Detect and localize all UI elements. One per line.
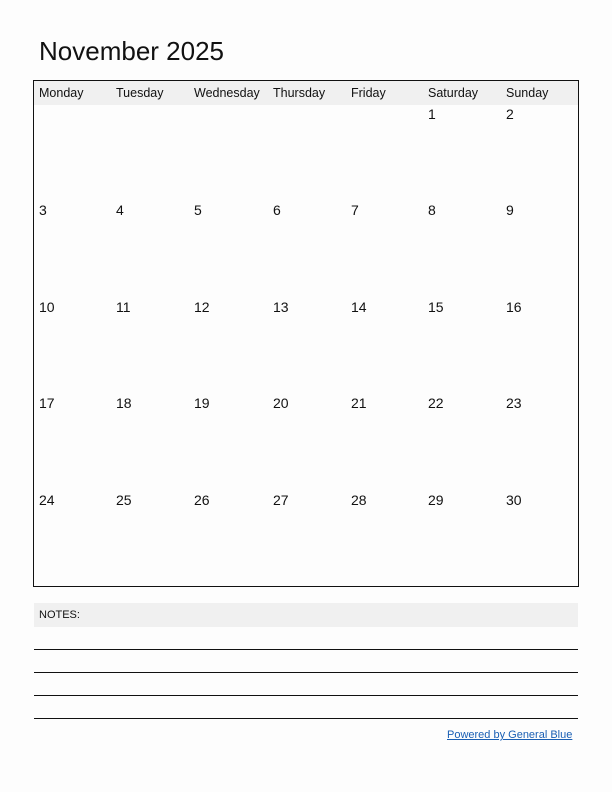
day-cell: 5 — [194, 202, 202, 218]
day-cell: 17 — [39, 395, 55, 411]
weekday-thursday: Thursday — [273, 86, 326, 100]
day-cell: 8 — [428, 202, 436, 218]
day-cell: 14 — [351, 299, 367, 315]
day-cell: 4 — [116, 202, 124, 218]
weekday-sunday: Sunday — [506, 86, 549, 100]
day-cell: 26 — [194, 492, 210, 508]
day-cell: 24 — [39, 492, 55, 508]
weekday-wednesday: Wednesday — [194, 86, 260, 100]
day-cell: 21 — [351, 395, 367, 411]
day-cell: 12 — [194, 299, 210, 315]
day-cell: 20 — [273, 395, 289, 411]
notes-line — [34, 695, 578, 696]
powered-by-link[interactable]: Powered by General Blue — [447, 729, 573, 741]
day-cell: 6 — [273, 202, 281, 218]
page-title: November 2025 — [39, 36, 224, 66]
notes-line — [34, 672, 578, 673]
weekday-monday: Monday — [39, 86, 84, 100]
day-cell: 25 — [116, 492, 132, 508]
day-cell: 15 — [428, 299, 444, 315]
day-cell: 19 — [194, 395, 210, 411]
day-cell: 11 — [116, 299, 131, 315]
weekday-tuesday: Tuesday — [116, 86, 164, 100]
day-cell: 23 — [506, 395, 522, 411]
day-cell: 29 — [428, 492, 444, 508]
day-cell: 3 — [39, 202, 47, 218]
day-cell: 13 — [273, 299, 289, 315]
day-cell: 9 — [506, 202, 514, 218]
notes-label: NOTES: — [39, 609, 80, 621]
day-cell: 10 — [39, 299, 55, 315]
calendar-grid — [33, 80, 579, 587]
day-cell: 28 — [351, 492, 367, 508]
day-cell: 27 — [273, 492, 289, 508]
day-cell: 22 — [428, 395, 444, 411]
notes-line — [34, 718, 578, 719]
notes-line — [34, 649, 578, 650]
day-cell: 16 — [506, 299, 522, 315]
day-cell: 7 — [351, 202, 359, 218]
weekday-friday: Friday — [351, 86, 386, 100]
day-cell: 1 — [428, 106, 436, 122]
weekday-header — [34, 81, 578, 105]
day-cell: 2 — [506, 106, 514, 122]
weekday-saturday: Saturday — [428, 86, 479, 100]
day-cell: 30 — [506, 492, 522, 508]
day-cell: 18 — [116, 395, 132, 411]
notes-header — [34, 603, 578, 627]
